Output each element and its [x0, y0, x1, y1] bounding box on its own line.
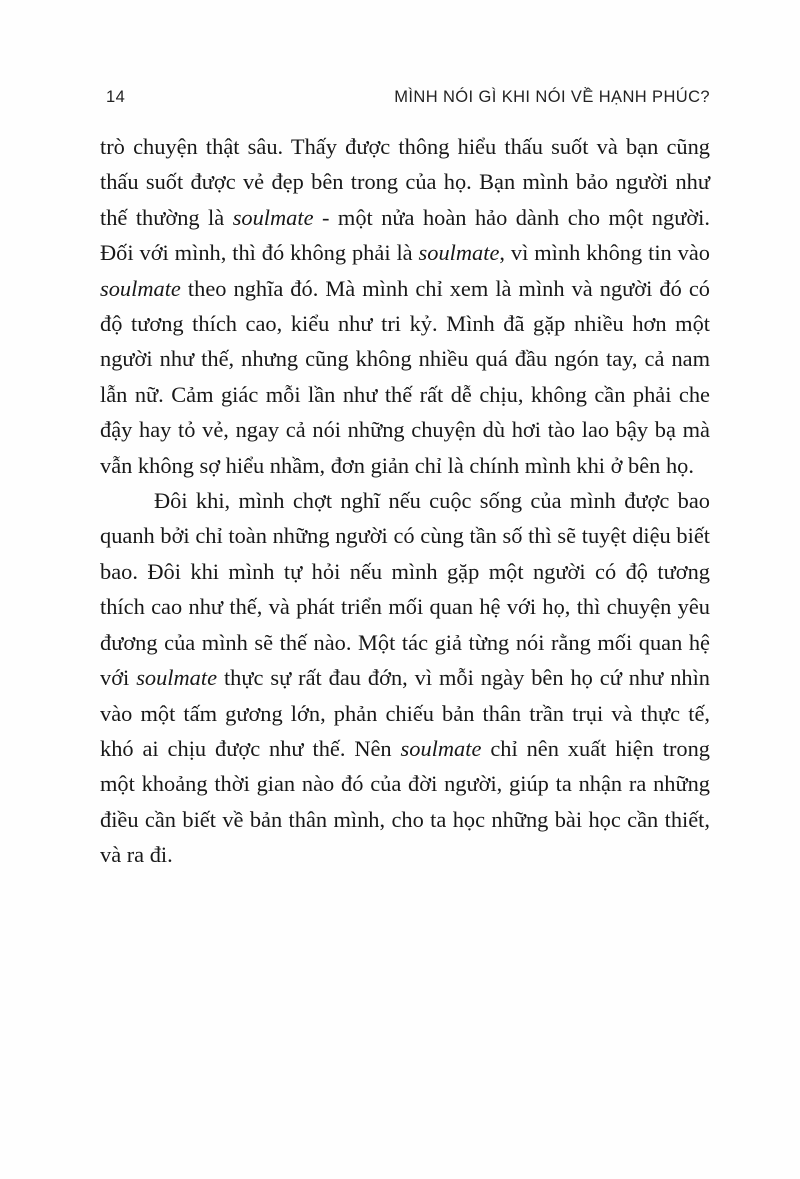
text-run: trò chuyện thật sâu. Thấy được thông hiểu thấu suốt và bạn cũng thấu suốt được vẻ đẹp bên trong của họ. Bạn mình bảo người như thế thường là: [100, 134, 710, 230]
text-run: theo nghĩa đó. Mà mình chỉ xem là mình và người đó có độ tương thích cao, kiểu như tri kỷ. Mình đã gặp nhiều hơn một người như thế, nhưng cũng không nhiều quá đầu ngón tay, cả nam lẫn nữ. Cảm giác mỗi lần như thế rất dễ chịu, không cần phải che đậy hay tỏ vẻ, ngay cả nói những chuyện dù hơi tào lao bậy bạ mà vẫn không sợ hiểu nhầm, đơn giản chỉ là chính mình khi ở bên họ.: [100, 275, 710, 478]
paragraph: [100, 129, 710, 483]
text-run: - một nửa hoàn hảo dành cho một người. Đối với mình, thì đó không phải là: [100, 204, 710, 266]
italic-term: soulmate: [100, 275, 181, 301]
text-run: , vì mình không tin vào: [499, 240, 710, 266]
running-title: MÌNH NÓI GÌ KHI NÓI VỀ HẠNH PHÚC?: [394, 88, 710, 106]
page-header: [0, 0, 800, 107]
page-body: [0, 107, 800, 873]
italic-term: soulmate: [136, 665, 218, 691]
italic-term: soulmate: [400, 735, 482, 761]
italic-term: soulmate: [418, 240, 500, 266]
text-run: Đôi khi, mình chợt nghĩ nếu cuộc sống của mình được bao quanh bởi chỉ toàn những người có cùng tần số thì sẽ tuyệt diệu biết bao. Đôi khi mình tự hỏi nếu mình gặp một người có độ tương thích cao như thế, và phát triển mối quan hệ với họ, thì chuyện yêu đương của mình sẽ thế nào. Một tác giả từng nói rằng mối quan hệ với: [100, 488, 710, 691]
italic-term: soulmate: [232, 204, 314, 230]
page-number: 14: [106, 88, 126, 106]
text-run: thực sự rất đau đớn, vì mỗi ngày bên họ cứ như nhìn vào một tấm gương lớn, phản chiếu bản thân trần trụi và thực tế, khó ai chịu được như thế. Nên: [100, 665, 711, 761]
paragraph: [100, 483, 710, 872]
text-run: chỉ nên xuất hiện trong một khoảng thời gian nào đó của đời người, giúp ta nhận ra những điều cần biết về bản thân mình, cho ta học những bài học cần thiết, và ra đi.: [100, 735, 710, 868]
